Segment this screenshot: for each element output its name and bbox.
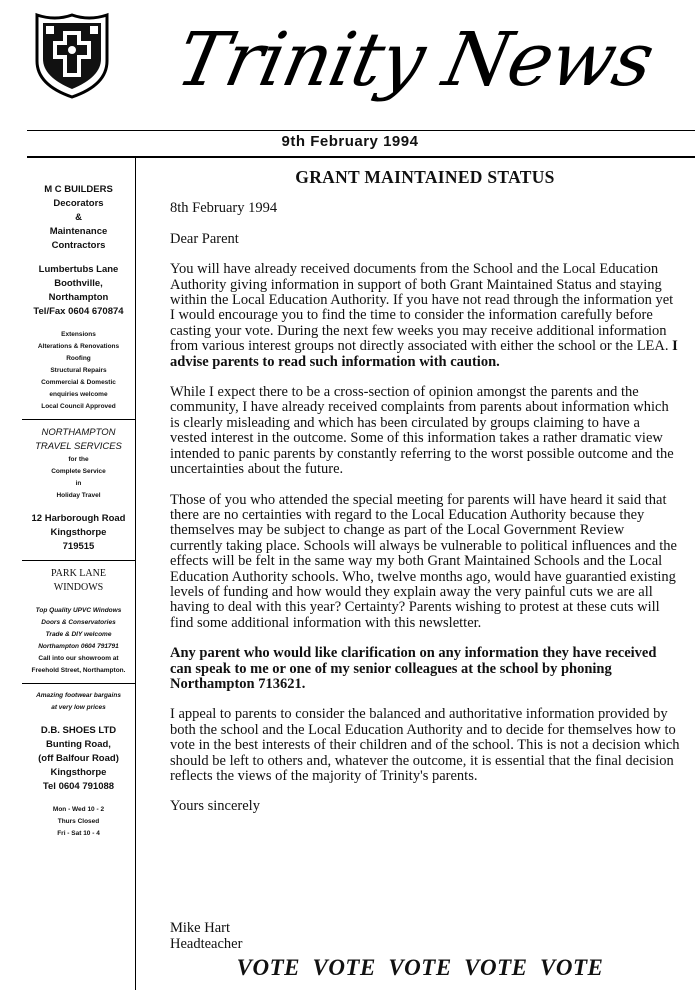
advert-hours: Mon - Wed 10 - 2: [52, 806, 105, 813]
advert-line: Contractors: [51, 240, 106, 251]
advert-tagline: at very low prices: [51, 704, 106, 711]
advert-address: Northampton: [48, 292, 109, 303]
advert-address: Kingsthorpe: [50, 767, 107, 778]
letter-body: [170, 167, 680, 830]
advert-phone: Tel/Fax 0604 670874: [33, 306, 124, 317]
advert-name: M C BUILDERS: [44, 184, 113, 195]
advert-line: Decorators: [53, 198, 104, 209]
advert-service: enquiries welcome: [49, 391, 108, 398]
letter-paragraph: Those of you who attended the special meeting for parents will have heard it said that there are no certainties with regard to the Local Education Authority because they themselves may be subject to change as part of the Local Government Review currently taking place. Schools will always be vulnerable to political influences and the effects will be felt in the same way my both Grant Maintained Schools and the Local Education Authority schools. Who, twelve months ago, would have guarantied existing levels of funding and how would they explain away the very painful cuts we are all having to deal with this year? Certainty? Parents wishing to protest at these cuts will find some additional information with this newsletter.: [170, 491, 677, 631]
advert-address: Boothville,: [54, 278, 103, 289]
letter-paragraph: [170, 262, 680, 370]
advert-service: Commercial & Domestic: [41, 379, 116, 386]
advert-address: Freehold Street, Northampton.: [31, 667, 126, 674]
letter-paragraph-bold: Any parent who would like clarification on any information they have received can speak to me or one of my senior colleagues at the school by phoning Northampton 713621.: [170, 645, 657, 692]
advert-sidebar: [22, 158, 135, 846]
letter-paragraph-text: You will have already received documents from the School and the Local Education Authority giving information in support of both Grant Maintained Status and staying within the Local Education Authority. If you have not read through the information yet I would encourage you to find the time to consider the information carefully before casting your vote. During the next few weeks you may receive additional information from various interest groups not directly associated with either the school or the LEA.: [170, 261, 674, 355]
advert-phone: 719515: [62, 541, 95, 552]
advert-service: Local Council Approved: [41, 403, 116, 410]
school-crest-logo: [33, 11, 111, 99]
letter-paragraph: I appeal to parents to consider the balanced and authoritative information provided by both the school and the Local Education Authority and to decide for themselves how to vote in the best interests of their children and of the school. This is not a decision which should be left to others and, whatever the outcome, it is essential that the final decision reflects the views of the majority of Trinity's parents.: [170, 706, 680, 784]
advert-line: in: [75, 480, 82, 487]
signatory-name: Mike Hart: [170, 920, 230, 936]
advert-hours: Fri - Sat 10 - 4: [57, 830, 100, 837]
masthead-title: Trinity News: [169, 17, 661, 103]
advert-name: D.B. SHOES LTD: [40, 725, 117, 736]
advert-line: Call into our showroom at: [38, 655, 119, 662]
advert-line: Maintenance: [49, 226, 108, 237]
advert-service: Extensions: [61, 331, 96, 338]
letter-heading: GRANT MAINTAINED STATUS: [295, 167, 555, 187]
advert-line: Top Quality UPVC Windows: [35, 607, 122, 614]
advert-phone: Tel 0604 791088: [42, 781, 115, 792]
advert-service: Alterations & Renovations: [37, 343, 120, 350]
advert-name: NORTHAMPTON: [41, 427, 116, 438]
advert-line: Trade & DIY welcome: [45, 631, 112, 638]
advert-park-lane-windows: [22, 560, 135, 683]
letter-paragraph: While I expect there to be a cross-section of opinion amongst the parents and the community, I have already received complaints from parents about information which is clearly misleading and which has been circulated by groups claiming to have a vested interest in the outcome. Some of this information takes a rather dramatic view intended to panic parents by constantly referring to the worst possible outcome and the uncertainties about the future.: [170, 384, 674, 478]
advert-travel-services: [22, 419, 135, 560]
masthead-divider: [27, 130, 695, 131]
issue-date: 9th February 1994: [281, 133, 419, 150]
advert-address: (off Balfour Road): [38, 753, 119, 764]
vote-banner: VOTE VOTE VOTE VOTE VOTE: [236, 955, 604, 980]
letter-salutation: Dear Parent: [170, 230, 239, 247]
advert-tagline: Amazing footwear bargains: [36, 692, 121, 699]
advert-address: Bunting Road,: [46, 739, 111, 750]
sidebar-divider: [135, 157, 136, 990]
advert-name: PARK LANE: [51, 568, 106, 579]
advert-name: TRAVEL SERVICES: [35, 441, 122, 452]
letter-signature: [170, 921, 242, 952]
advert-address: 12 Harborough Road: [31, 513, 126, 524]
signatory-title: Headteacher: [170, 935, 243, 952]
advert-phone: Northampton 0604 791791: [38, 643, 119, 650]
advert-name: WINDOWS: [53, 582, 104, 593]
letter-emphasis: I advise parents to read such information with caution.: [170, 338, 678, 370]
advert-address: Lumbertubs Lane: [38, 264, 119, 275]
letter-closing: Yours sincerely: [170, 798, 260, 815]
advert-service: Structural Repairs: [50, 367, 107, 374]
advert-line: Complete Service: [51, 468, 106, 475]
advert-line: &: [75, 212, 82, 223]
advert-hours: Thurs Closed: [57, 818, 100, 825]
advert-line: Doors & Conservatories: [41, 619, 116, 626]
advert-mc-builders: [22, 158, 135, 419]
letter-date: 8th February 1994: [170, 200, 278, 217]
advert-line: for the: [68, 456, 89, 463]
advert-service: Roofing: [66, 355, 91, 362]
advert-address: Kingsthorpe: [50, 527, 107, 538]
advert-db-shoes: [22, 683, 135, 846]
advert-line: Holiday Travel: [56, 492, 101, 499]
